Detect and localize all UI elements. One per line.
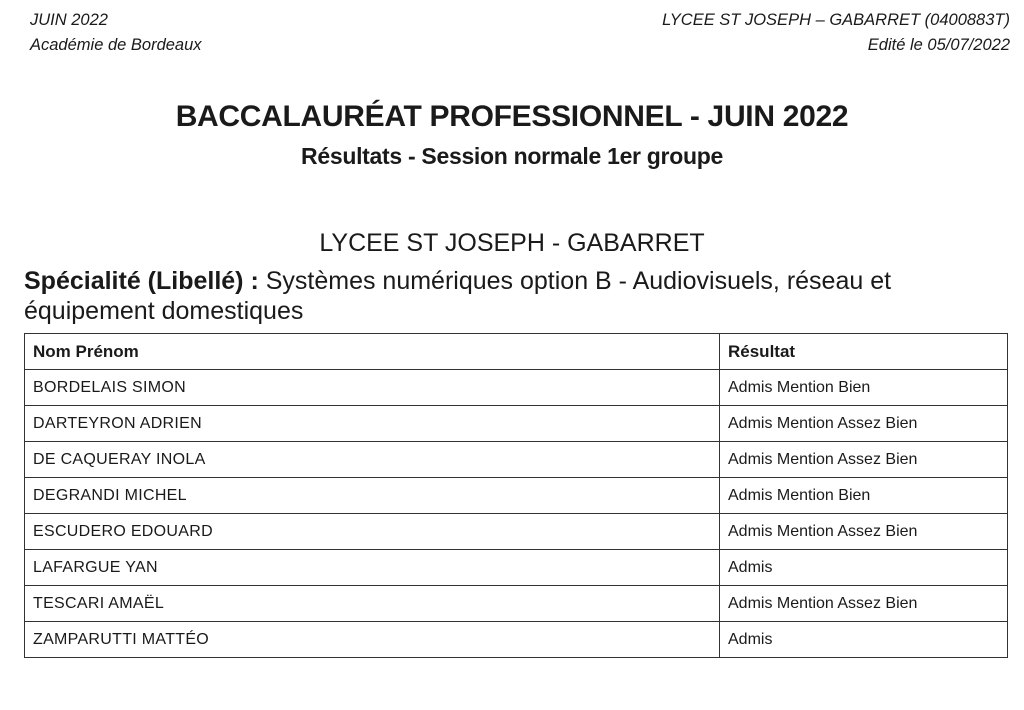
student-result: Admis Mention Bien [720,370,1008,406]
table-header-row [25,334,1008,370]
column-header-name: Nom Prénom [25,334,720,370]
results-table [24,333,1008,658]
student-name: DARTEYRON ADRIEN [25,406,720,442]
student-name: ESCUDERO EDOUARD [25,514,720,550]
student-result: Admis Mention Assez Bien [720,442,1008,478]
column-header-result: Résultat [720,334,1008,370]
header-edit-date: Edité le 05/07/2022 [867,36,1010,54]
table-row [25,622,1008,658]
student-result: Admis [720,550,1008,586]
student-result: Admis Mention Assez Bien [720,586,1008,622]
student-name: LAFARGUE YAN [25,550,720,586]
header-school: LYCEE ST JOSEPH – GABARRET (0400883T) [662,11,1010,29]
table-row [25,478,1008,514]
page-subtitle: Résultats - Session normale 1er groupe [301,143,723,169]
specialty-label: Spécialité (Libellé) : [24,267,259,295]
student-name: DEGRANDI MICHEL [25,478,720,514]
header-date: JUIN 2022 [30,11,108,29]
table-row [25,406,1008,442]
student-result: Admis Mention Bien [720,478,1008,514]
student-name: ZAMPARUTTI MATTÉO [25,622,720,658]
student-name: DE CAQUERAY INOLA [25,442,720,478]
header-academy: Académie de Bordeaux [30,36,202,54]
student-result: Admis [720,622,1008,658]
header-left [30,8,202,58]
table-row [25,550,1008,586]
table-row [25,442,1008,478]
table-row [25,370,1008,406]
table-row [25,586,1008,622]
header-right [662,8,1010,58]
student-result: Admis Mention Assez Bien [720,406,1008,442]
specialty [24,266,1004,326]
student-name: BORDELAIS SIMON [25,370,720,406]
specialty-value: Systèmes numériques option B - Audiovisuels, réseau et équipement domestiques [24,267,892,325]
student-name: TESCARI AMAËL [25,586,720,622]
school-name: LYCEE ST JOSEPH - GABARRET [319,229,705,257]
table-row [25,514,1008,550]
page-title: BACCALAURÉAT PROFESSIONNEL - JUIN 2022 [175,100,849,133]
student-result: Admis Mention Assez Bien [720,514,1008,550]
